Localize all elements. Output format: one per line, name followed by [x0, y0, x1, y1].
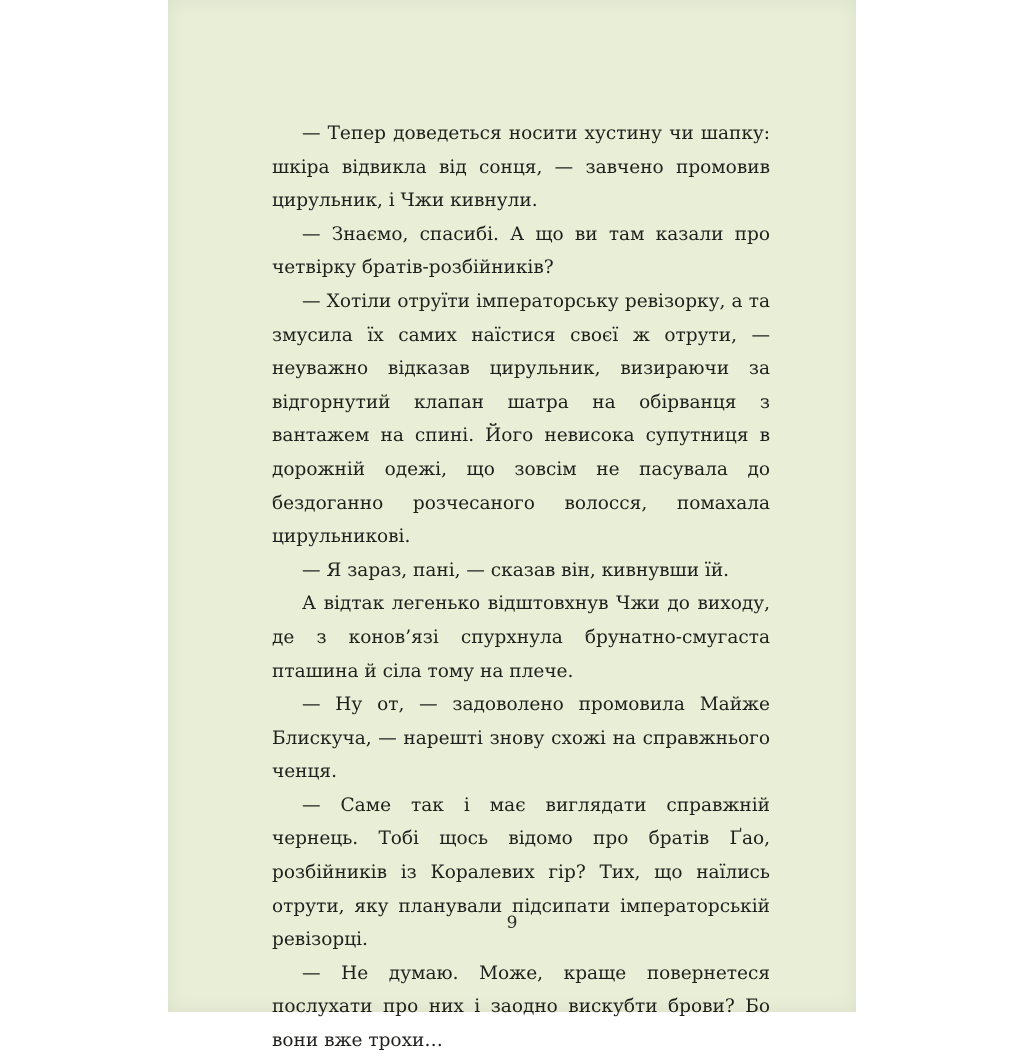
paragraph-4: — Я зараз, пані, — сказав він, кивнувши їй.	[302, 559, 730, 581]
paragraph-6: — Ну от, — задоволено промовила Майже Блискуча, — нарешті знову схожі на справжнього ченця.	[272, 694, 770, 783]
paragraph-8: — Не думаю. Може, краще повернетеся послухати про них і заодно вискубти брови? Бо вони вже трохи…	[272, 962, 770, 1052]
paragraph-7: — Саме так і має виглядати справжній чернець. Тобі щось відомо про братів Ґао, розбійників із Коралевих гір? Тих, що наїлись отрути, яку планували підсипати імператорській ревізорці.	[272, 794, 770, 951]
paragraph-3: — Хотіли отруїти імператорську ревізорку, а та змусила їх самих наїстися своєї ж отрути, — неуважно відказав цирульник, визираючи за відгорнутий клапан шатра на обірванця з вантажем на спині. Його невисока супутниця в дорожній одежі, що зовсім не пасувала до бездоганно розчесаного волосся, помахала цирульникові.	[272, 290, 770, 548]
paragraph-1: — Тепер доведеться носити хустину чи шапку: шкіра відвикла від сонця, — завчено промовив цирульник, і Чжи кивнули.	[272, 123, 770, 212]
page-number: 9	[506, 913, 518, 933]
paragraph-5: А відтак легенько відштовхнув Чжи до виходу, де з конов’язі спурхнула брунатно-смугаста пташина й сіла тому на плече.	[272, 593, 770, 682]
book-page	[168, 0, 856, 1052]
paragraph-2: — Знаємо, спасибі. А що ви там казали про четвірку братів-розбійників?	[272, 223, 770, 279]
